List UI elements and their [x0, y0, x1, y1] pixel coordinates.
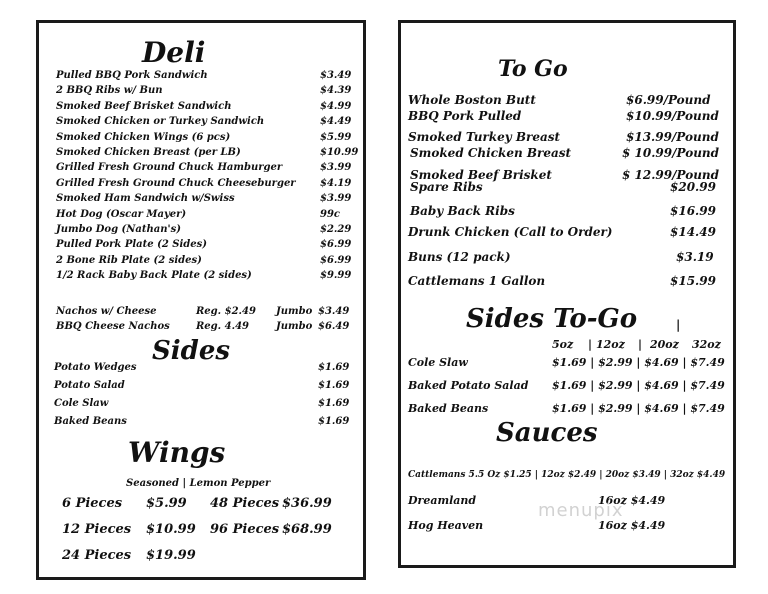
item-price: $2.29 [320, 224, 352, 235]
item-name: Baked Beans [408, 402, 489, 415]
item-price: $9.99 [320, 270, 352, 282]
item-price: $16.99 [670, 204, 716, 218]
size-label: 12oz [596, 338, 625, 351]
item-name: Grilled Fresh Ground Chuck Hamburger [56, 162, 283, 174]
item-name: Smoked Beef Brisket [410, 168, 552, 182]
item-name: Buns (12 pack) [408, 250, 511, 264]
sides-togo-title-mark: | [676, 318, 681, 332]
item-name: Whole Boston Butt [408, 93, 536, 107]
item-name: Dreamland [408, 494, 477, 507]
item-price: $6.99 [320, 254, 352, 266]
item-price: $3.99 [320, 193, 352, 205]
item-price: $4.19 [320, 177, 352, 189]
item-price: $15.99 [670, 274, 716, 288]
item-prices: $1.69 | $2.99 | $4.69 | $7.49 [552, 402, 725, 415]
size-label: | [588, 338, 593, 351]
wings-subtitle: Seasoned | Lemon Pepper [126, 478, 271, 489]
item-name: Baked Potato Salad [408, 379, 529, 392]
item-name: Cole Slaw [54, 398, 109, 409]
item-price: 16oz $4.49 [598, 494, 666, 507]
item-name: 1/2 Rack Baby Back Plate (2 sides) [56, 270, 252, 282]
item-name: Smoked Chicken Breast (per LB) [56, 147, 241, 158]
item-name: 12 Pieces [62, 522, 132, 537]
item-regular-price: Reg. $2.49 [196, 306, 256, 317]
item-name: Baby Back Ribs [410, 204, 515, 218]
item-name: Cattlemans 1 Gallon [408, 274, 546, 288]
item-name: Smoked Turkey Breast [408, 130, 561, 144]
item-price: $4.49 [320, 116, 352, 128]
item-price: 99c [320, 208, 341, 220]
item-price: 16oz $4.49 [598, 519, 666, 532]
item-price: $10.99 [320, 147, 359, 158]
item-price: $1.69 [318, 398, 350, 409]
item-price: $5.99 [320, 131, 352, 143]
item-name: Smoked Ham Sandwich w/Swiss [56, 193, 235, 205]
item-name: Spare Ribs [410, 180, 483, 194]
item-price: $1.69 [318, 380, 350, 391]
item-price: $3.49 [320, 70, 352, 81]
deli-heading: Deli [142, 36, 206, 69]
sides-heading: Sides [152, 336, 231, 366]
item-name: 96 Pieces [210, 522, 280, 537]
item-prices: $1.69 | $2.99 | $4.69 | $7.49 [552, 379, 725, 392]
item-price: $13.99/Pound [626, 130, 719, 144]
togo-heading: To Go [498, 56, 568, 82]
item-name: Jumbo Dog (Nathan's) [56, 224, 181, 235]
item-price: $14.49 [670, 225, 716, 239]
item-name: Pulled BBQ Pork Sandwich [56, 70, 208, 81]
item-jumbo-label: Jumbo [276, 321, 313, 332]
item-price: $1.69 [318, 416, 350, 427]
sauces-heading: Sauces [496, 418, 598, 448]
item-name: Baked Beans [54, 416, 127, 427]
item-price: $19.99 [146, 548, 196, 563]
item-price: $1.69 [318, 362, 350, 373]
item-name: Grilled Fresh Ground Chuck Cheeseburger [56, 177, 296, 189]
wings-heading: Wings [128, 436, 226, 469]
item-name: BBQ Cheese Nachos [56, 321, 170, 332]
item-prices: $1.69 | $2.99 | $4.69 | $7.49 [552, 356, 725, 369]
item-name: 2 BBQ Ribs w/ Bun [56, 85, 163, 97]
item-regular-price: Reg. 4.49 [196, 321, 249, 332]
item-name: Potato Salad [54, 380, 125, 391]
item-price: $10.99 [146, 522, 196, 537]
watermark: menupix [538, 500, 624, 521]
item-name: Smoked Chicken Breast [410, 146, 572, 160]
item-price: $5.99 [146, 496, 187, 511]
item-name: BBQ Pork Pulled [408, 109, 522, 123]
item-name: Smoked Beef Brisket Sandwich [56, 100, 232, 112]
item-name: Smoked Chicken Wings (6 pcs) [56, 131, 231, 143]
item-name: Smoked Chicken or Turkey Sandwich [56, 116, 265, 128]
item-name: Hog Heaven [408, 519, 484, 532]
item-name: Pulled Pork Plate (2 Sides) [56, 239, 207, 251]
item-name: Drunk Chicken (Call to Order) [408, 225, 613, 239]
item-price: $6.99 [320, 239, 352, 251]
item-price: $4.39 [320, 85, 352, 97]
item-price: $ 10.99/Pound [622, 146, 720, 160]
item-name: 6 Pieces [62, 496, 123, 511]
item-name: 24 Pieces [62, 548, 132, 563]
sides-togo-heading: Sides To-Go [466, 304, 638, 334]
item-price: $20.99 [670, 180, 716, 194]
item-name: Hot Dog (Oscar Mayer) [56, 208, 187, 220]
item-price: $6.49 [318, 321, 350, 332]
item-jumbo-label: Jumbo [276, 306, 313, 317]
item-name: Potato Wedges [54, 362, 137, 373]
item-price: $36.99 [282, 496, 332, 511]
item-price: $4.99 [320, 100, 352, 112]
item-price: $3.99 [320, 162, 352, 174]
size-label: 20oz [650, 338, 679, 351]
item-name: 2 Bone Rib Plate (2 sides) [56, 254, 202, 266]
item-price: $68.99 [282, 522, 332, 537]
size-label: 32oz [692, 338, 721, 351]
item-price: $6.99/Pound [626, 93, 711, 107]
size-label: 5oz [552, 338, 574, 351]
item-price: $ 12.99/Pound [622, 168, 720, 182]
cattlemans-sauce-line: Cattlemans 5.5 Oz $1.25 | 12oz $2.49 | 20oz $3.49 | 32oz $4.49 [408, 470, 726, 480]
item-price: $3.19 [676, 250, 714, 264]
item-price: $3.49 [318, 306, 350, 317]
item-name: Nachos w/ Cheese [56, 306, 157, 317]
size-label: | [638, 338, 643, 351]
item-name: 48 Pieces [210, 496, 280, 511]
item-price: $10.99/Pound [626, 109, 719, 123]
item-name: Cole Slaw [408, 356, 468, 369]
